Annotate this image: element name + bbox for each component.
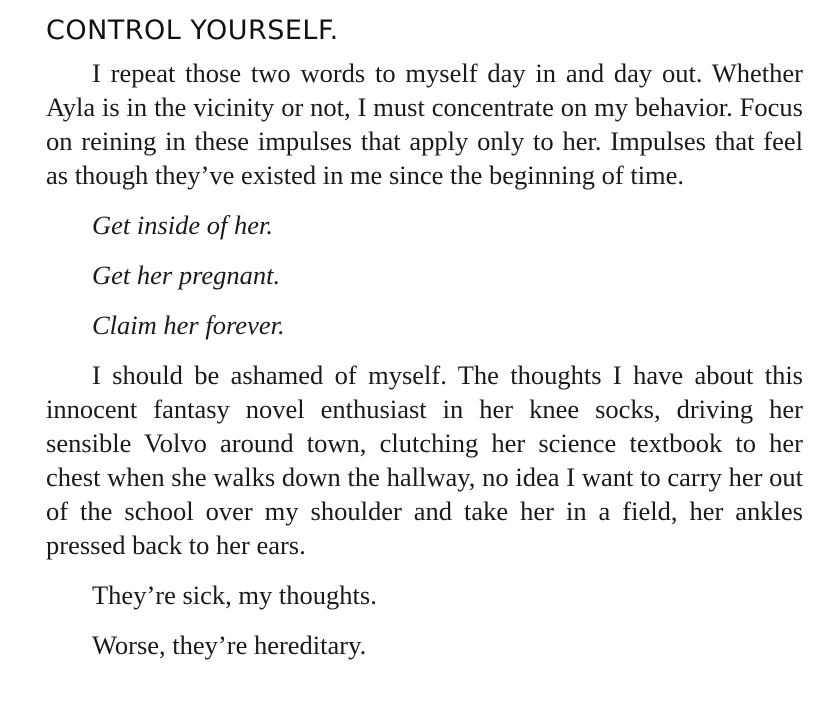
paragraph: I repeat those two words to myself day in and day out. Whether Ayla is in the vicinity or not, I must concentrate on my behavior. Focus on reining in these impulses that apply only to her. Impulses that feel as though they’ve existed in me since the beginning of time. — [46, 58, 803, 190]
italic-thought: Get her pregnant. — [92, 260, 281, 290]
chapter-heading: CONTROL YOURSELF. — [46, 15, 339, 46]
italic-thought: Get inside of her. — [92, 210, 274, 240]
paragraph: I should be ashamed of myself. The thoughts I have about this innocent fantasy novel enthusiast in her knee socks, driving her sensible Volvo around town, clutching her science textbook to her chest when she walks down the hallway, no idea I want to carry her out of the school over my shoulder and take her in a field, her ankles pressed back to her ears. — [46, 360, 803, 560]
paragraph: They’re sick, my thoughts. — [92, 580, 377, 610]
document-page — [46, 12, 803, 678]
paragraph: Worse, they’re hereditary. — [92, 630, 367, 660]
italic-thought: Claim her forever. — [92, 310, 285, 340]
